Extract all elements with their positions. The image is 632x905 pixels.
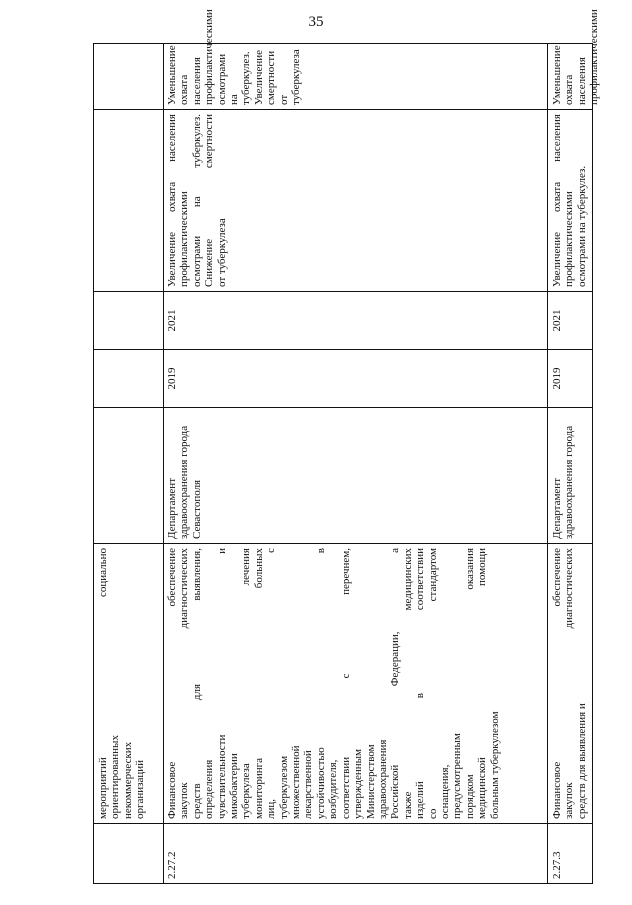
cell-end xyxy=(163,291,548,349)
cell-end xyxy=(548,291,593,349)
cell-line: населения xyxy=(190,57,203,105)
cell-line: также медицинских xyxy=(401,548,414,819)
cell-line: Финансовое обеспечение xyxy=(166,548,178,819)
cell-line: от туберкулеза xyxy=(277,49,303,105)
cell-text: 2019 xyxy=(551,367,563,390)
cell-text: 2.27.2 xyxy=(166,851,178,879)
cell-end xyxy=(94,291,164,349)
cell-executor xyxy=(548,407,593,543)
cell-line: средств для выявления, xyxy=(190,548,203,819)
table-row xyxy=(93,43,164,884)
cell-line: туберкулезом xyxy=(277,755,290,819)
cell-line: туберкулеза лечения xyxy=(240,548,253,819)
cell-line: утвержденным xyxy=(352,748,365,819)
cell-num xyxy=(548,823,593,883)
cell-line: Министерством xyxy=(364,744,377,819)
cell-start xyxy=(548,349,593,407)
cell-text: 2.27.3 xyxy=(551,851,563,879)
cell-result xyxy=(94,109,164,291)
cell-effect xyxy=(548,9,601,109)
cell-line: Российской Федерации, а xyxy=(389,548,402,819)
cell-line: от туберкулеза xyxy=(215,218,228,287)
cell-line: населения xyxy=(575,57,588,105)
cell-effect xyxy=(94,43,164,109)
cell-line: ориентированных xyxy=(109,735,122,819)
cell-line: осмотрами на туберкулез. xyxy=(215,51,253,105)
cell-line: профилактическими xyxy=(563,191,576,287)
cell-line: чувствительности и xyxy=(215,548,228,819)
cell-line: больным туберкулезом xyxy=(488,711,501,819)
cell-text: 2021 xyxy=(551,309,563,332)
cell-result xyxy=(163,109,548,291)
cell-line: закупок диагностических xyxy=(563,548,576,819)
cell-line: средств для выявления и xyxy=(575,703,588,819)
cell-measure xyxy=(94,543,164,823)
cell-num xyxy=(94,823,164,883)
cell-text: Департамент здравоохранения города xyxy=(551,425,576,539)
cell-line: закупок диагностических xyxy=(178,548,191,819)
cell-line: осмотрами на туберкулез. xyxy=(575,165,588,287)
cell-line: определения xyxy=(203,759,216,819)
page-number: 35 xyxy=(308,14,324,30)
cell-line: Уменьшение охвата xyxy=(551,45,576,105)
cell-text: 2019 xyxy=(166,367,178,390)
cell-line: осмотрами на туберкулез. xyxy=(190,114,203,287)
cell-line: микобактерии xyxy=(228,753,241,819)
cell-line: Снижение смертности xyxy=(203,114,216,287)
cell-line: изделий в соответствии xyxy=(414,548,427,819)
cell-line: здравоохранения xyxy=(376,739,389,819)
cell-line: профилактическими xyxy=(588,9,601,105)
cell-line: лекарственной xyxy=(302,750,315,819)
cell-line: Увеличение смертности xyxy=(252,49,278,105)
cell-line: со стандартом xyxy=(426,548,439,819)
cell-line: множественной xyxy=(290,745,303,819)
cell-line: профилактическими xyxy=(203,9,216,105)
cell-line: оснащения, xyxy=(438,764,451,819)
cell-line: Уменьшение охвата xyxy=(166,45,191,105)
cell-measure xyxy=(163,543,548,823)
cell-executor xyxy=(163,407,548,543)
cell-line: некоммерческих xyxy=(121,741,134,819)
cell-line: соответствии с перечнем, xyxy=(339,548,352,819)
cell-text: 2021 xyxy=(166,309,178,332)
cell-line: порядком оказания xyxy=(463,548,476,819)
cell-line: профилактическими xyxy=(178,191,191,287)
cell-num xyxy=(163,823,548,883)
cell-line: лиц, с xyxy=(265,548,278,819)
cell-start xyxy=(94,349,164,407)
cell-measure xyxy=(548,543,593,823)
cell-start xyxy=(163,349,548,407)
cell-line: медицинской помощи xyxy=(476,548,489,819)
cell-result xyxy=(548,109,593,291)
cell-text: Департамент здравоохранения города Севастополя xyxy=(166,425,203,539)
cell-executor xyxy=(94,407,164,543)
cell-line: Финансовое обеспечение xyxy=(551,548,563,819)
cell-line: возбудителя, xyxy=(327,759,340,819)
cell-line: Увеличение охвата населения xyxy=(551,114,563,287)
cell-line: мониторинга больных xyxy=(252,548,265,819)
cell-line: устойчивостью в xyxy=(314,548,327,819)
cell-line: мероприятий социально xyxy=(97,548,109,819)
cell-line: организаций xyxy=(134,759,147,819)
cell-line: Увеличение охвата населения xyxy=(166,114,178,287)
table-row xyxy=(548,9,601,884)
cell-line: предусмотренным xyxy=(451,733,464,819)
